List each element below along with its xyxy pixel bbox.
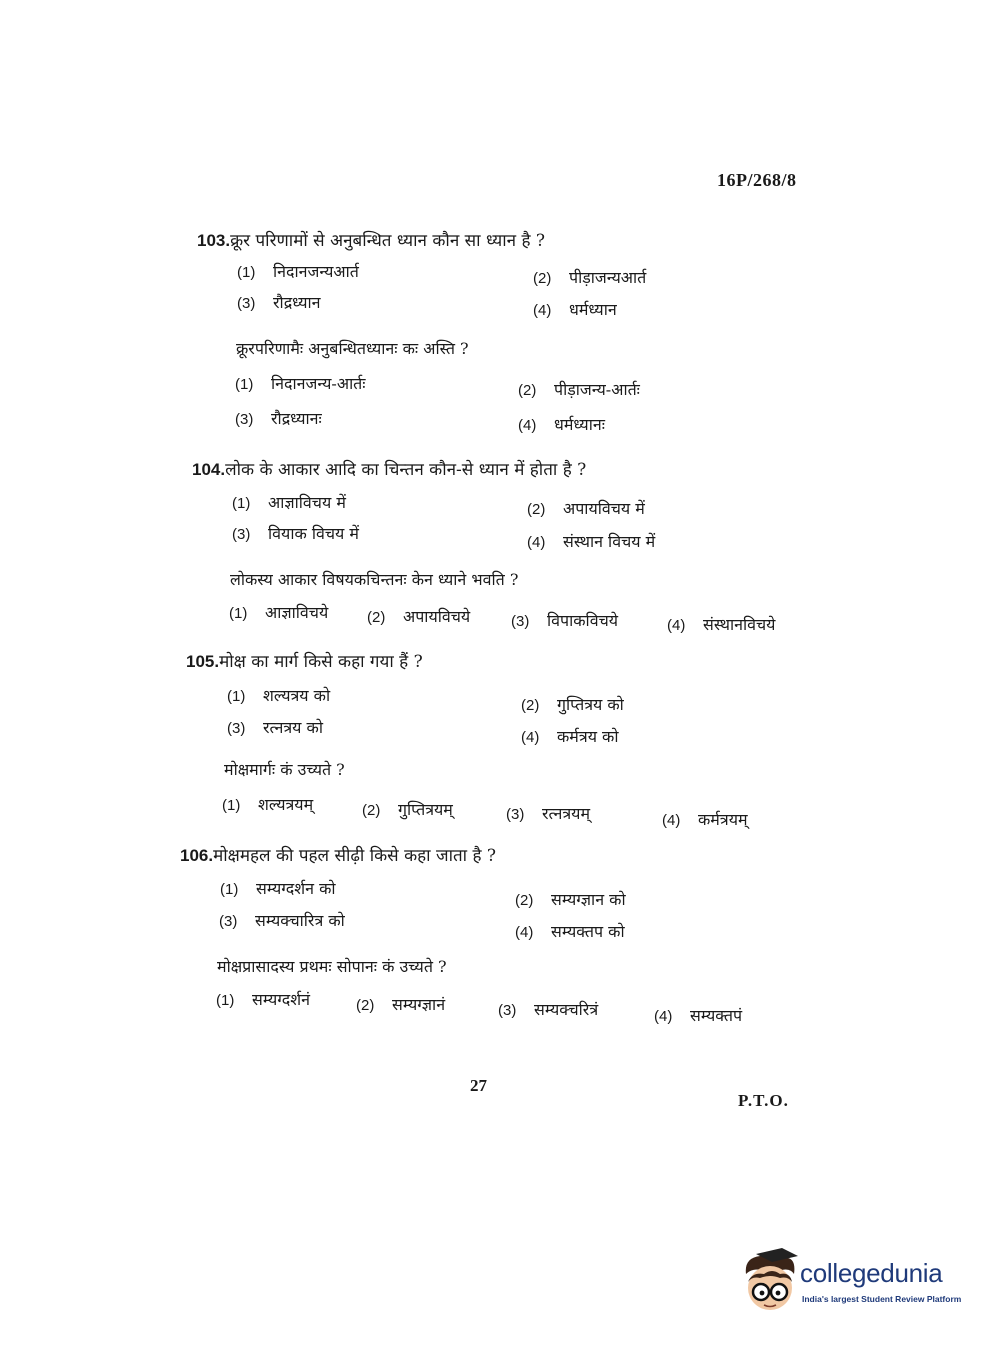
brand-name: collegedunia [800, 1258, 943, 1288]
sanskrit-option-3: (3) रत्नत्रयम् [506, 804, 591, 823]
collegedunia-logo [742, 1248, 972, 1314]
option-4: (4) संस्थान विचय में [527, 532, 656, 551]
option-1: (1) आज्ञाविचय में [232, 493, 346, 512]
option-4: (4) कर्मत्रय को [521, 727, 619, 746]
question-number: 104. [192, 460, 226, 479]
question-text: 106.मोक्षमहल की पहल सीढ़ी किसे कहा जाता है ? [180, 846, 497, 866]
sanskrit-option-4: (4) संस्थानविचये [667, 615, 776, 634]
sanskrit-question: मोक्षमार्गः कं उच्यते ? [224, 760, 345, 779]
option-2: (2) पीड़ाजन्यआर्त [533, 268, 647, 287]
sanskrit-option-3: (3) सम्यक्चरित्रं [498, 1000, 599, 1019]
sanskrit-option-1: (1) आज्ञाविचये [229, 603, 329, 622]
option-1: (1) सम्यग्दर्शन को [220, 879, 336, 898]
question-text: 104.लोक के आकार आदि का चिन्तन कौन-से ध्यान में होता है ? [192, 460, 587, 480]
sanskrit-option-1: (1) निदानजन्य-आर्तः [235, 374, 366, 393]
page-code: 16P/268/8 [717, 170, 797, 190]
mascot-icon [742, 1248, 798, 1314]
option-1: (1) शल्यत्रय को [227, 686, 331, 705]
sanskrit-option-2: (2) गुप्तित्रयम् [362, 800, 453, 819]
option-2: (2) सम्यग्ज्ञान को [515, 890, 626, 909]
sanskrit-option-4: (4) कर्मत्रयम् [662, 810, 748, 829]
sanskrit-option-4: (4) धर्मध्यानः [518, 415, 605, 434]
option-2: (2) गुप्तित्रय को [521, 695, 624, 714]
option-3: (3) रत्नत्रय को [227, 718, 323, 737]
option-4: (4) सम्यक्तप को [515, 922, 625, 941]
sanskrit-option-2: (2) अपायविचये [367, 607, 471, 626]
page-number: 27 [470, 1076, 487, 1095]
question-number: 106. [180, 846, 214, 865]
pto-label: P.T.O. [738, 1091, 789, 1110]
sanskrit-question: मोक्षप्रासादस्य प्रथमः सोपानः कं उच्यते ? [217, 957, 447, 976]
option-3: (3) वियाक विचय में [232, 524, 359, 543]
sanskrit-option-1: (1) सम्यग्दर्शनं [216, 990, 311, 1009]
option-4: (4) धर्मध्यान [533, 300, 617, 319]
sanskrit-option-4: (4) सम्यक्तपं [654, 1006, 743, 1025]
question-number: 103. [197, 231, 231, 250]
question-text: 103.क्रूर परिणामों से अनुबन्धित ध्यान कौन सा ध्यान है ? [197, 231, 546, 251]
sanskrit-option-3: (3) रौद्रध्यानः [235, 409, 322, 428]
sanskrit-option-2: (2) पीड़ाजन्य-आर्तः [518, 380, 640, 399]
brand-tagline: India's largest Student Review Platform [802, 1294, 962, 1304]
option-3: (3) रौद्रध्यान [237, 293, 321, 312]
option-1: (1) निदानजन्यआर्त [237, 262, 359, 281]
sanskrit-option-3: (3) विपाकविचये [511, 611, 619, 630]
sanskrit-option-1: (1) शल्यत्रयम् [222, 795, 314, 814]
option-2: (2) अपायविचय में [527, 499, 645, 518]
sanskrit-option-2: (2) सम्यग्ज्ञानं [356, 995, 446, 1014]
option-3: (3) सम्यक्चारित्र को [219, 911, 345, 930]
sanskrit-question: क्रूरपरिणामैः अनुबन्धितध्यानः कः अस्ति ? [236, 339, 469, 358]
question-number: 105. [186, 652, 220, 671]
question-text: 105.मोक्ष का मार्ग किसे कहा गया हैं ? [186, 652, 423, 672]
sanskrit-question: लोकस्य आकार विषयकचिन्तनः केन ध्याने भवति ? [230, 570, 519, 589]
